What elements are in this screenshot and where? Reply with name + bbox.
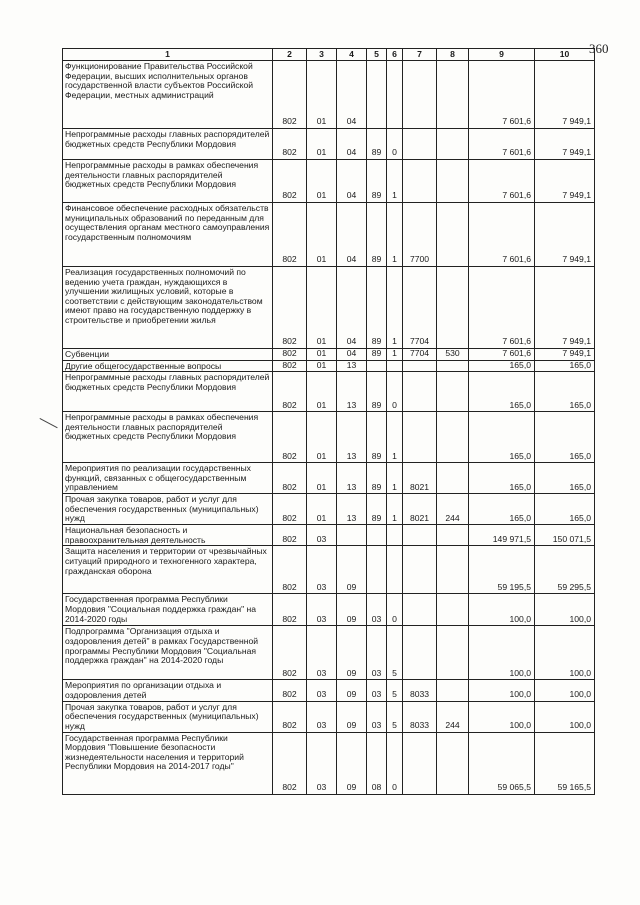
code-section: 01 bbox=[307, 494, 337, 525]
code-section: 03 bbox=[307, 594, 337, 626]
code-direction: 7704 bbox=[403, 349, 437, 361]
code-subsection: 09 bbox=[337, 594, 367, 626]
code-direction bbox=[403, 360, 437, 372]
code-program: 89 bbox=[367, 463, 387, 494]
code-expense-type: 530 bbox=[437, 349, 469, 361]
code-program: 89 bbox=[367, 160, 387, 203]
table-row bbox=[63, 494, 595, 525]
amount-year-2: 100,0 bbox=[535, 680, 595, 701]
code-direction: 8033 bbox=[403, 701, 437, 732]
code-expense-type bbox=[437, 203, 469, 267]
code-program: 03 bbox=[367, 626, 387, 680]
table-row bbox=[63, 61, 595, 129]
header-row bbox=[63, 49, 595, 61]
code-expense-type bbox=[437, 680, 469, 701]
code-direction bbox=[403, 594, 437, 626]
amount-year-1: 7 601,6 bbox=[469, 61, 535, 129]
code-ministry: 802 bbox=[273, 626, 307, 680]
code-subsection: 13 bbox=[337, 372, 367, 412]
table-row bbox=[63, 525, 595, 546]
row-description: Защита населения и территории от чрезвычайных ситуаций природного и техногенного характера, гражданская оборона bbox=[63, 546, 273, 594]
amount-year-1: 165,0 bbox=[469, 412, 535, 463]
code-section: 03 bbox=[307, 701, 337, 732]
code-section: 03 bbox=[307, 626, 337, 680]
amount-year-1: 165,0 bbox=[469, 463, 535, 494]
amount-year-2: 59 165,5 bbox=[535, 732, 595, 794]
code-subsection bbox=[337, 525, 367, 546]
row-description: Мероприятия по организации отдыха и оздоровления детей bbox=[63, 680, 273, 701]
code-subprogram: 0 bbox=[387, 732, 403, 794]
code-expense-type bbox=[437, 594, 469, 626]
code-expense-type bbox=[437, 267, 469, 349]
column-header: 4 bbox=[337, 49, 367, 61]
amount-year-1: 59 065,5 bbox=[469, 732, 535, 794]
code-section: 01 bbox=[307, 267, 337, 349]
row-description: Непрограммные расходы главных распорядителей бюджетных средств Республики Мордовия bbox=[63, 129, 273, 160]
code-program: 03 bbox=[367, 594, 387, 626]
amount-year-2: 7 949,1 bbox=[535, 267, 595, 349]
amount-year-1: 7 601,6 bbox=[469, 349, 535, 361]
column-header: 6 bbox=[387, 49, 403, 61]
row-description: Субвенции bbox=[63, 349, 273, 361]
code-expense-type bbox=[437, 732, 469, 794]
code-subsection: 04 bbox=[337, 129, 367, 160]
code-expense-type bbox=[437, 412, 469, 463]
code-section: 01 bbox=[307, 203, 337, 267]
code-subprogram: 1 bbox=[387, 463, 403, 494]
code-direction bbox=[403, 546, 437, 594]
column-header: 1 bbox=[63, 49, 273, 61]
row-description: Непрограммные расходы главных распорядителей бюджетных средств Республики Мордовия bbox=[63, 372, 273, 412]
code-ministry: 802 bbox=[273, 349, 307, 361]
code-subprogram bbox=[387, 546, 403, 594]
amount-year-1: 7 601,6 bbox=[469, 203, 535, 267]
code-subsection: 09 bbox=[337, 546, 367, 594]
amount-year-1: 7 601,6 bbox=[469, 129, 535, 160]
column-header: 9 bbox=[469, 49, 535, 61]
code-direction bbox=[403, 525, 437, 546]
code-expense-type bbox=[437, 160, 469, 203]
code-ministry: 802 bbox=[273, 546, 307, 594]
code-subsection: 04 bbox=[337, 349, 367, 361]
amount-year-1: 165,0 bbox=[469, 494, 535, 525]
code-subprogram: 1 bbox=[387, 494, 403, 525]
amount-year-1: 7 601,6 bbox=[469, 267, 535, 349]
row-description: Прочая закупка товаров, работ и услуг для обеспечения государственных (муниципальных) нужд bbox=[63, 701, 273, 732]
table-row bbox=[63, 594, 595, 626]
code-subsection: 09 bbox=[337, 732, 367, 794]
code-section: 01 bbox=[307, 160, 337, 203]
code-expense-type bbox=[437, 626, 469, 680]
code-section: 01 bbox=[307, 412, 337, 463]
code-expense-type bbox=[437, 546, 469, 594]
row-description: Финансовое обеспечение расходных обязательств муниципальных образований по переданным для осуществления органам местного самоуправления государственным полномочиям bbox=[63, 203, 273, 267]
code-direction bbox=[403, 412, 437, 463]
code-section: 01 bbox=[307, 129, 337, 160]
code-ministry: 802 bbox=[273, 594, 307, 626]
code-direction bbox=[403, 160, 437, 203]
row-description: Другие общегосударственные вопросы bbox=[63, 360, 273, 372]
row-description: Мероприятия по реализации государственных функций, связанных с общегосударственным управлением bbox=[63, 463, 273, 494]
code-section: 03 bbox=[307, 732, 337, 794]
code-subprogram: 1 bbox=[387, 160, 403, 203]
code-ministry: 802 bbox=[273, 267, 307, 349]
budget-table bbox=[62, 48, 595, 795]
amount-year-1: 100,0 bbox=[469, 680, 535, 701]
amount-year-2: 165,0 bbox=[535, 360, 595, 372]
code-expense-type bbox=[437, 525, 469, 546]
code-section: 01 bbox=[307, 360, 337, 372]
row-description: Государственная программа Республики Мордовия "Социальная поддержка граждан" на 2014-2020 годы bbox=[63, 594, 273, 626]
row-description: Непрограммные расходы в рамках обеспечения деятельности главных распорядителей бюджетных средств Республики Мордовия bbox=[63, 412, 273, 463]
code-subprogram: 0 bbox=[387, 372, 403, 412]
amount-year-1: 7 601,6 bbox=[469, 160, 535, 203]
row-description: Подпрограмма "Организация отдыха и оздоровления детей" в рамках Государственной программы Республики Мордовия "Социальная поддержка граждан" на 2014-2020 годы bbox=[63, 626, 273, 680]
row-description: Национальная безопасность и правоохранительная деятельность bbox=[63, 525, 273, 546]
row-description: Непрограммные расходы в рамках обеспечения деятельности главных распорядителей бюджетных средств Республики Мордовия bbox=[63, 160, 273, 203]
scan-mark bbox=[33, 418, 58, 441]
code-program: 08 bbox=[367, 732, 387, 794]
code-subprogram: 1 bbox=[387, 349, 403, 361]
code-ministry: 802 bbox=[273, 494, 307, 525]
code-ministry: 802 bbox=[273, 61, 307, 129]
column-header: 3 bbox=[307, 49, 337, 61]
page-number: 360 bbox=[589, 41, 609, 56]
code-expense-type bbox=[437, 372, 469, 412]
code-subsection: 13 bbox=[337, 463, 367, 494]
code-ministry: 802 bbox=[273, 203, 307, 267]
code-subprogram: 1 bbox=[387, 412, 403, 463]
code-subsection: 09 bbox=[337, 626, 367, 680]
table-row bbox=[63, 267, 595, 349]
column-header: 5 bbox=[367, 49, 387, 61]
amount-year-2: 7 949,1 bbox=[535, 160, 595, 203]
code-subsection: 04 bbox=[337, 160, 367, 203]
table-body bbox=[63, 61, 595, 795]
code-section: 01 bbox=[307, 463, 337, 494]
code-direction: 8033 bbox=[403, 680, 437, 701]
code-subsection: 09 bbox=[337, 701, 367, 732]
amount-year-1: 100,0 bbox=[469, 626, 535, 680]
code-subprogram bbox=[387, 360, 403, 372]
code-subprogram: 1 bbox=[387, 267, 403, 349]
amount-year-2: 165,0 bbox=[535, 372, 595, 412]
table-row bbox=[63, 626, 595, 680]
code-subprogram: 5 bbox=[387, 626, 403, 680]
code-section: 01 bbox=[307, 372, 337, 412]
code-subprogram: 0 bbox=[387, 129, 403, 160]
amount-year-2: 7 949,1 bbox=[535, 129, 595, 160]
table-row bbox=[63, 203, 595, 267]
code-section: 01 bbox=[307, 349, 337, 361]
code-section: 03 bbox=[307, 680, 337, 701]
code-ministry: 802 bbox=[273, 680, 307, 701]
code-section: 03 bbox=[307, 546, 337, 594]
code-direction: 7700 bbox=[403, 203, 437, 267]
amount-year-2: 165,0 bbox=[535, 412, 595, 463]
code-ministry: 802 bbox=[273, 732, 307, 794]
code-subsection: 09 bbox=[337, 680, 367, 701]
code-program bbox=[367, 525, 387, 546]
code-ministry: 802 bbox=[273, 129, 307, 160]
code-subprogram bbox=[387, 525, 403, 546]
amount-year-2: 100,0 bbox=[535, 701, 595, 732]
code-program: 89 bbox=[367, 349, 387, 361]
table-row bbox=[63, 412, 595, 463]
code-direction bbox=[403, 732, 437, 794]
amount-year-2: 7 949,1 bbox=[535, 61, 595, 129]
code-ministry: 802 bbox=[273, 360, 307, 372]
amount-year-2: 165,0 bbox=[535, 494, 595, 525]
code-subprogram: 1 bbox=[387, 203, 403, 267]
code-ministry: 802 bbox=[273, 463, 307, 494]
amount-year-2: 100,0 bbox=[535, 594, 595, 626]
code-direction bbox=[403, 129, 437, 160]
code-expense-type bbox=[437, 360, 469, 372]
code-ministry: 802 bbox=[273, 412, 307, 463]
code-program: 89 bbox=[367, 129, 387, 160]
code-program: 89 bbox=[367, 412, 387, 463]
column-header: 2 bbox=[273, 49, 307, 61]
amount-year-2: 165,0 bbox=[535, 463, 595, 494]
column-header: 8 bbox=[437, 49, 469, 61]
amount-year-1: 100,0 bbox=[469, 701, 535, 732]
code-program bbox=[367, 546, 387, 594]
code-ministry: 802 bbox=[273, 160, 307, 203]
code-subprogram: 5 bbox=[387, 680, 403, 701]
code-program: 03 bbox=[367, 701, 387, 732]
code-ministry: 802 bbox=[273, 525, 307, 546]
code-program: 89 bbox=[367, 494, 387, 525]
amount-year-1: 100,0 bbox=[469, 594, 535, 626]
amount-year-1: 149 971,5 bbox=[469, 525, 535, 546]
amount-year-2: 150 071,5 bbox=[535, 525, 595, 546]
code-subsection: 04 bbox=[337, 203, 367, 267]
code-direction: 8021 bbox=[403, 494, 437, 525]
row-description: Прочая закупка товаров, работ и услуг для обеспечения государственных (муниципальных) нужд bbox=[63, 494, 273, 525]
table-row bbox=[63, 701, 595, 732]
column-header: 7 bbox=[403, 49, 437, 61]
amount-year-2: 7 949,1 bbox=[535, 349, 595, 361]
code-direction: 7704 bbox=[403, 267, 437, 349]
code-subprogram: 5 bbox=[387, 701, 403, 732]
table-row bbox=[63, 463, 595, 494]
row-description: Государственная программа Республики Мордовия "Повышение безопасности жизнедеятельности населения и территорий Республики Мордовия на 2014-2017 годы" bbox=[63, 732, 273, 794]
table-row bbox=[63, 349, 595, 361]
amount-year-1: 165,0 bbox=[469, 372, 535, 412]
table-row bbox=[63, 546, 595, 594]
table-row bbox=[63, 732, 595, 794]
code-expense-type: 244 bbox=[437, 494, 469, 525]
code-direction bbox=[403, 372, 437, 412]
amount-year-2: 59 295,5 bbox=[535, 546, 595, 594]
table-row bbox=[63, 372, 595, 412]
code-subsection: 04 bbox=[337, 267, 367, 349]
code-subsection: 04 bbox=[337, 61, 367, 129]
code-program: 89 bbox=[367, 372, 387, 412]
code-program: 03 bbox=[367, 680, 387, 701]
code-ministry: 802 bbox=[273, 372, 307, 412]
amount-year-2: 7 949,1 bbox=[535, 203, 595, 267]
table-row bbox=[63, 160, 595, 203]
code-section: 01 bbox=[307, 61, 337, 129]
table-row bbox=[63, 680, 595, 701]
code-expense-type bbox=[437, 463, 469, 494]
code-expense-type bbox=[437, 61, 469, 129]
code-subsection: 13 bbox=[337, 412, 367, 463]
code-expense-type: 244 bbox=[437, 701, 469, 732]
code-expense-type bbox=[437, 129, 469, 160]
code-subsection: 13 bbox=[337, 360, 367, 372]
code-program: 89 bbox=[367, 267, 387, 349]
code-direction bbox=[403, 61, 437, 129]
code-program bbox=[367, 61, 387, 129]
code-subprogram: 0 bbox=[387, 594, 403, 626]
code-subsection: 13 bbox=[337, 494, 367, 525]
code-direction: 8021 bbox=[403, 463, 437, 494]
table-row bbox=[63, 129, 595, 160]
row-description: Реализация государственных полномочий по ведению учета граждан, нуждающихся в улучшении жилищных условий, которые в соответствии с действующим законодательством имеют право на государственную поддержку в строительстве и приобретении жилья bbox=[63, 267, 273, 349]
amount-year-1: 165,0 bbox=[469, 360, 535, 372]
table-row bbox=[63, 360, 595, 372]
amount-year-2: 100,0 bbox=[535, 626, 595, 680]
code-direction bbox=[403, 626, 437, 680]
code-ministry: 802 bbox=[273, 701, 307, 732]
row-description: Функционирование Правительства Российской Федерации, высших исполнительных органов государственной власти субъектов Российской Федерации, местных администраций bbox=[63, 61, 273, 129]
code-program: 89 bbox=[367, 203, 387, 267]
amount-year-1: 59 195,5 bbox=[469, 546, 535, 594]
code-subprogram bbox=[387, 61, 403, 129]
code-program bbox=[367, 360, 387, 372]
column-header: 10 bbox=[535, 49, 595, 61]
code-section: 03 bbox=[307, 525, 337, 546]
